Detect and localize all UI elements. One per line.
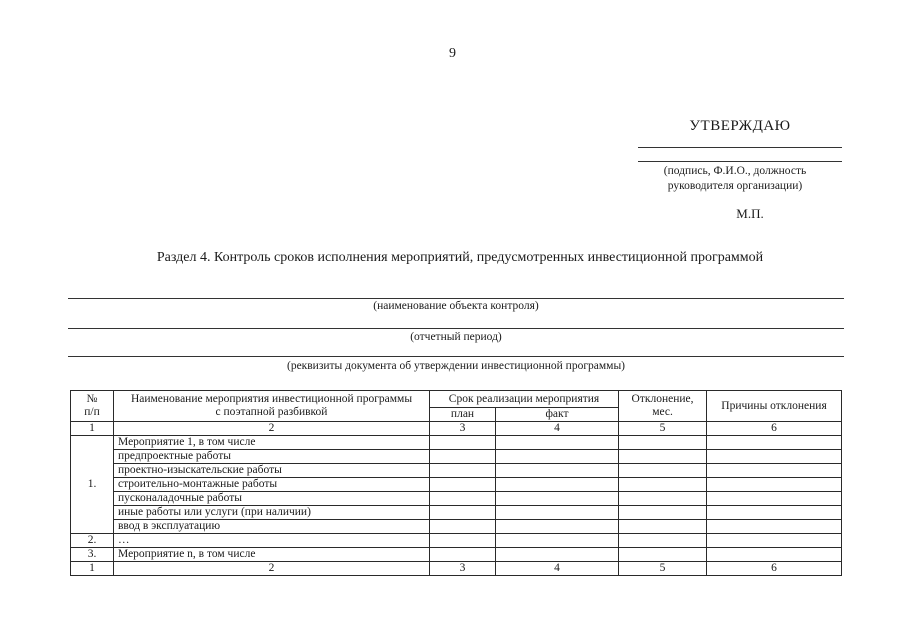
reasons-cell [707,450,842,464]
plan-cell [430,464,496,478]
stamp-label: М.П. [736,206,764,221]
header-num [71,391,114,422]
plan-cell [430,492,496,506]
plan-cell [430,436,496,450]
fact-cell [496,548,619,562]
footer-number-1: 1 [71,562,114,576]
reasons-cell [707,520,842,534]
item-2-number: 2. [71,534,114,548]
col-number-1: 1 [71,422,114,436]
header-name-line2: с поэтапной разбивкой [215,406,328,418]
plan-cell [430,478,496,492]
stage-construction: строительно-монтажные работы [114,478,430,492]
fact-cell [496,436,619,450]
deviation-cell [619,492,707,506]
fact-cell [496,506,619,520]
table-row [71,506,842,520]
section-title: Раздел 4. Контроль сроков исполнения мероприятий, предусмотренных инвестиционной программой [156,250,764,265]
deviation-cell [619,464,707,478]
header-deviation [619,391,707,422]
column-numbers-row [71,422,842,436]
deviation-cell [619,506,707,520]
document-details-line [68,356,844,357]
item-3-name: Мероприятие n, в том числе [114,548,430,562]
footer-numbers-row [71,562,842,576]
col-number-6: 6 [707,422,842,436]
table-row [71,436,842,450]
deviation-cell [619,478,707,492]
table-row [71,548,842,562]
table-row [71,450,842,464]
signature-line-2 [638,161,842,162]
deviation-cell [619,534,707,548]
reasons-cell [707,548,842,562]
col-number-4: 4 [496,422,619,436]
item-3-number: 3. [71,548,114,562]
reasons-cell [707,492,842,506]
approval-title: УТВЕРЖДАЮ [689,118,791,134]
table-row [71,464,842,478]
reasons-cell [707,436,842,450]
plan-cell [430,548,496,562]
reasons-cell [707,506,842,520]
deviation-cell [619,436,707,450]
header-deviation-line1: Отклонение, [631,393,694,405]
table-row [71,520,842,534]
reporting-period-caption: (отчетный период) [410,331,502,343]
header-name-line1: Наименование мероприятия инвестиционной программы [130,393,413,405]
table-row [71,478,842,492]
plan-cell [430,450,496,464]
header-deviation-line2: мес. [652,406,673,418]
plan-cell [430,534,496,548]
header-name [114,391,430,422]
stage-design-survey: проектно-изыскательские работы [114,464,430,478]
fact-cell [496,520,619,534]
signature-caption-line2: руководителя организации) [667,180,803,192]
header-term: Срок реализации мероприятия [430,391,619,408]
header-fact: факт [496,408,619,422]
deviation-cell [619,450,707,464]
signature-line-1 [638,147,842,148]
footer-number-3: 3 [430,562,496,576]
header-plan: план [430,408,496,422]
col-number-5: 5 [619,422,707,436]
stage-preproject: предпроектные работы [114,450,430,464]
deviation-cell [619,520,707,534]
header-num-line2: п/п [84,406,100,418]
reasons-cell [707,464,842,478]
footer-number-2: 2 [114,562,430,576]
fact-cell [496,478,619,492]
item-2-name: … [114,534,430,548]
reasons-cell [707,534,842,548]
reporting-period-line [68,328,844,329]
footer-number-5: 5 [619,562,707,576]
document-details-caption: (реквизиты документа об утверждении инвестиционной программы) [286,360,626,372]
fact-cell [496,464,619,478]
item-1-name: Мероприятие 1, в том числе [114,436,430,450]
signature-caption-line1: (подпись, Ф.И.О., должность [663,165,807,177]
fact-cell [496,492,619,506]
stage-commissioning: пусконаладочные работы [114,492,430,506]
fact-cell [496,450,619,464]
object-name-line [68,298,844,299]
table-row [71,534,842,548]
col-number-3: 3 [430,422,496,436]
reasons-cell [707,478,842,492]
table-row [71,492,842,506]
stage-operation: ввод в эксплуатацию [114,520,430,534]
footer-number-4: 4 [496,562,619,576]
stage-other-works: иные работы или услуги (при наличии) [114,506,430,520]
header-num-line1: № [86,393,98,405]
signature-caption [620,164,850,194]
plan-cell [430,520,496,534]
col-number-2: 2 [114,422,430,436]
page-number: 9 [449,46,456,61]
header-reasons: Причины отклонения [707,391,842,422]
item-1-number: 1. [71,436,114,534]
deviation-cell [619,548,707,562]
plan-cell [430,506,496,520]
footer-number-6: 6 [707,562,842,576]
control-table [70,390,842,576]
fact-cell [496,534,619,548]
object-name-caption: (наименование объекта контроля) [373,300,539,312]
